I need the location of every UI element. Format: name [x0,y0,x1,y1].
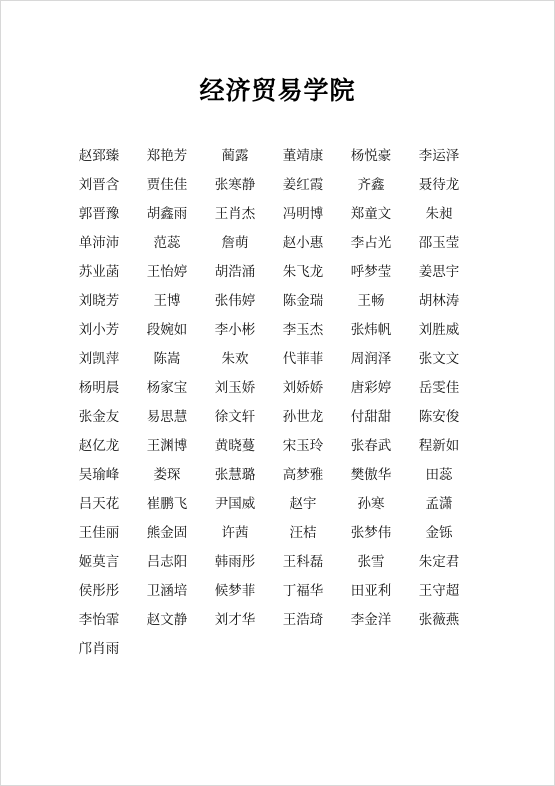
name-entry: 王怡婷 [146,264,188,280]
name-entry: 黄晓蔓 [214,438,256,454]
name-entry: 樊傲华 [350,467,392,483]
name-entry: 范蕊 [153,235,181,251]
name-entry: 张春武 [350,438,392,454]
name-entry: 周润泽 [350,351,392,367]
name-entry: 郑艳芳 [146,148,188,164]
name-entry: 朱欢 [221,351,249,367]
name-entry: 张炜帆 [350,322,392,338]
name-entry: 付甜甜 [350,409,392,425]
name-entry: 赵小惠 [282,235,324,251]
name-entry: 候梦菲 [214,583,256,599]
name-entry: 郭晋豫 [78,206,120,222]
name-entry: 冯明博 [282,206,324,222]
name-entry: 贾佳佳 [146,177,188,193]
name-entry: 高梦雅 [282,467,324,483]
name-entry: 董靖康 [282,148,324,164]
name-entry: 刘娇娇 [282,380,324,396]
name-entry: 孙世龙 [282,409,324,425]
name-entry: 陈嵩 [153,351,181,367]
name-entry: 刘玉娇 [214,380,256,396]
name-entry: 刘晋含 [78,177,120,193]
name-entry: 侯彤彤 [78,583,120,599]
name-entry: 王佳丽 [78,525,120,541]
name-entry: 刘小芳 [78,322,120,338]
name-entry: 张文文 [418,351,460,367]
name-entry: 刘晓芳 [78,293,120,309]
name-entry: 刘凯萍 [78,351,120,367]
name-entry: 许茜 [221,525,249,541]
name-entry: 蔺露 [221,148,249,164]
name-entry: 张金友 [78,409,120,425]
name-entry: 赵文静 [146,612,188,628]
name-entry: 王畅 [357,293,385,309]
name-entry: 张雪 [357,554,385,570]
name-entry: 刘才华 [214,612,256,628]
name-entry: 聂待龙 [418,177,460,193]
name-entry: 吕天花 [78,496,120,512]
name-entry: 王渊博 [146,438,188,454]
name-entry: 李金洋 [350,612,392,628]
name-entry: 张伟婷 [214,293,256,309]
name-entry: 刘胜威 [418,322,460,338]
name-entry: 苏业菡 [78,264,120,280]
name-entry: 赵郅臻 [78,148,120,164]
name-entry: 张寒静 [214,177,256,193]
name-entry: 易思慧 [146,409,188,425]
name-entry: 宋玉玲 [282,438,324,454]
name-entry: 朱昶 [425,206,453,222]
name-entry: 齐鑫 [357,177,385,193]
name-entry: 娄琛 [153,467,181,483]
name-entry: 朱定君 [418,554,460,570]
name-entry: 赵宇 [289,496,317,512]
name-entry: 丁福华 [282,583,324,599]
name-entry: 田亚利 [350,583,392,599]
name-entry: 王肖杰 [214,206,256,222]
name-entry: 张薇燕 [418,612,460,628]
name-entry: 姜思宇 [418,264,460,280]
name-entry: 田蕊 [425,467,453,483]
name-entry: 朱飞龙 [282,264,324,280]
name-entry: 王博 [153,293,181,309]
name-entry: 王浩琦 [282,612,324,628]
name-entry: 李玉杰 [282,322,324,338]
name-entry: 徐文轩 [214,409,256,425]
name-entry: 熊金固 [146,525,188,541]
name-entry: 郑童文 [350,206,392,222]
name-entry: 单沛沛 [78,235,120,251]
name-entry: 杨明晨 [78,380,120,396]
name-entry: 段婉如 [146,322,188,338]
name-entry: 邝肖雨 [78,641,120,657]
name-entry: 陈安俊 [418,409,460,425]
name-entry: 胡鑫雨 [146,206,188,222]
name-entry: 胡浩涌 [214,264,256,280]
name-entry: 张梦伟 [350,525,392,541]
name-entry: 呼梦莹 [350,264,392,280]
name-entry: 杨家宝 [146,380,188,396]
name-entry: 胡林涛 [418,293,460,309]
name-entry: 王科磊 [282,554,324,570]
name-entry: 陈金瑞 [282,293,324,309]
name-entry: 杨悦豪 [350,148,392,164]
name-entry: 吴瑜峰 [78,467,120,483]
name-entry: 唐彩婷 [350,380,392,396]
name-entry: 王守超 [418,583,460,599]
name-entry: 邵玉莹 [418,235,460,251]
name-list [65,142,475,664]
name-entry: 程新如 [418,438,460,454]
name-entry: 金铄 [425,525,453,541]
name-entry: 赵亿龙 [78,438,120,454]
name-entry: 张慧璐 [214,467,256,483]
name-entry: 姜红霞 [282,177,324,193]
name-entry: 尹国威 [214,496,256,512]
name-entry: 吕志阳 [146,554,188,570]
name-entry: 李小彬 [214,322,256,338]
name-entry: 代菲菲 [282,351,324,367]
name-entry: 韩雨彤 [214,554,256,570]
name-entry: 孙寒 [357,496,385,512]
name-entry: 孟潇 [425,496,453,512]
page-title: 经济贸易学院 [199,76,356,105]
name-entry: 姬莫言 [78,554,120,570]
name-entry: 岳雯佳 [418,380,460,396]
name-entry: 詹萌 [221,235,249,251]
name-entry: 卫涵培 [146,583,188,599]
name-entry: 汪桔 [289,525,317,541]
name-entry: 李怡霏 [78,612,120,628]
name-entry: 李占光 [350,235,392,251]
name-entry: 崔鹏飞 [146,496,188,512]
name-entry: 李运泽 [418,148,460,164]
